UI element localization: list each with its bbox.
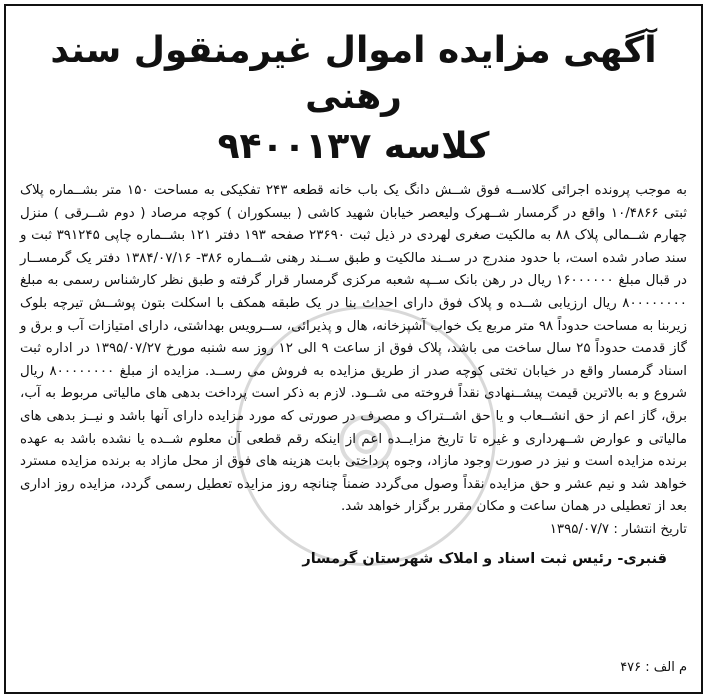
notice-content: [6, 28, 701, 567]
reference-code: م الف : ۴۷۶: [620, 660, 687, 675]
notice-body: به موجب پرونده اجرائی کلاســه فوق شــش دانگ یک باب خانه قطعه ۲۴۳ تفکیکی به مساحت ۱۵۰ متر بشــماره پلاک ثبتی ۱۰/۴۸۶۶ واقع در گرمسار شــهرک ولیعصر خیابان شهید کاشی ( بیسکوران ) کوچه مرصاد ( دوم شــرقی ) منزل چهارم شــمالی پلاک ۸۸ به مالکیت صغری لهردی در ذیل ثبت ۲۳۶۹۰ صفحه ۱۹۳ دفتر ۱۲۱ بشــماره چاپی ۳۹۱۲۴۵ ثبت و سند صادر شده است، با حدود مندرج در ســند مالکیت و طبق ســند رهنی شــماره ۳۸۶- ۱۳۸۴/۰۷/۱۶ دفتر یک گرمســار در قبال مبلغ ۱۶۰۰۰۰۰۰ ریال در رهن بانک ســپه شعبه مرکزی گرمسار قرار گرفته و طبق نظر کارشناس رسمی به مبلغ ۸۰۰۰۰۰۰۰۰ ریال ارزیابی شــده و پلاک فوق دارای احداث بنا در یک طبقه همکف با اسکلت بتون پوشــش تیرچه بلوک زیربنا به مساحت حدوداً ۹۸ متر مربع یک خواب آشپزخانه، هال و پذیرائی، ســرویس بهداشتی، دارای امتیازات آب و برق و گاز قدمت حدوداً ۲۵ سال ساخت می باشد، پلاک فوق از ساعت ۹ الی ۱۲ روز سه شنبه مورخ ۱۳۹۵/۰۷/۲۷ در اداره ثبت اسناد گرمسار واقع در خیابان تختی کوچه صدر از طریق مزایده به فروش می رســد. مزایده از مبلغ ۸۰۰۰۰۰۰۰۰ ریال شروع و به بالاترین قیمت پیشــنهادی نقداً فروخته می شــود. لازم به ذکر است پرداخت بدهی های مالیاتی مربوط به آب، برق، گاز اعم از حق انشــعاب و یا حق اشــتراک و مصرف در صورتی که مورد مزایده دارای آنها باشد و نیــز بدهی های مالیاتی و عوارض شــهرداری و غیره تا تاریخ مزایــده اعم از اینکه رقم قطعی آن معلوم شــده یا نشده باشد به عهده برنده مزایده است و نیز در صورت وجود مازاد، وجوه پرداختی بابت هزینه های فوق از محل مازاد به برنده مزایده مسترد خواهد شد و نیم عشر و حق مزایده نقداً وصول می‌گردد ضمناً چنانچه روز مزایده تعطیل رسمی گردد، مزایده روز اداری بعد از تعطیلی در همان ساعت و مکان مقرر برگزار خواهد شد.: [20, 183, 688, 515]
signature: قنبری- رئیس ثبت اسناد و املاک شهرستان گرمسار: [302, 550, 667, 567]
watermark-seal-icon: ◎: [236, 306, 496, 566]
notice-frame: [4, 4, 703, 694]
publish-date: تاریخ انتشار : ۱۳۹۵/۰۷/۷: [549, 521, 687, 537]
case-number-title: کلاسه ۹۴۰۰۱۳۷: [217, 126, 490, 167]
notice-title: آگهی مزایده اموال غیرمنقول سند رهنی: [50, 30, 657, 117]
